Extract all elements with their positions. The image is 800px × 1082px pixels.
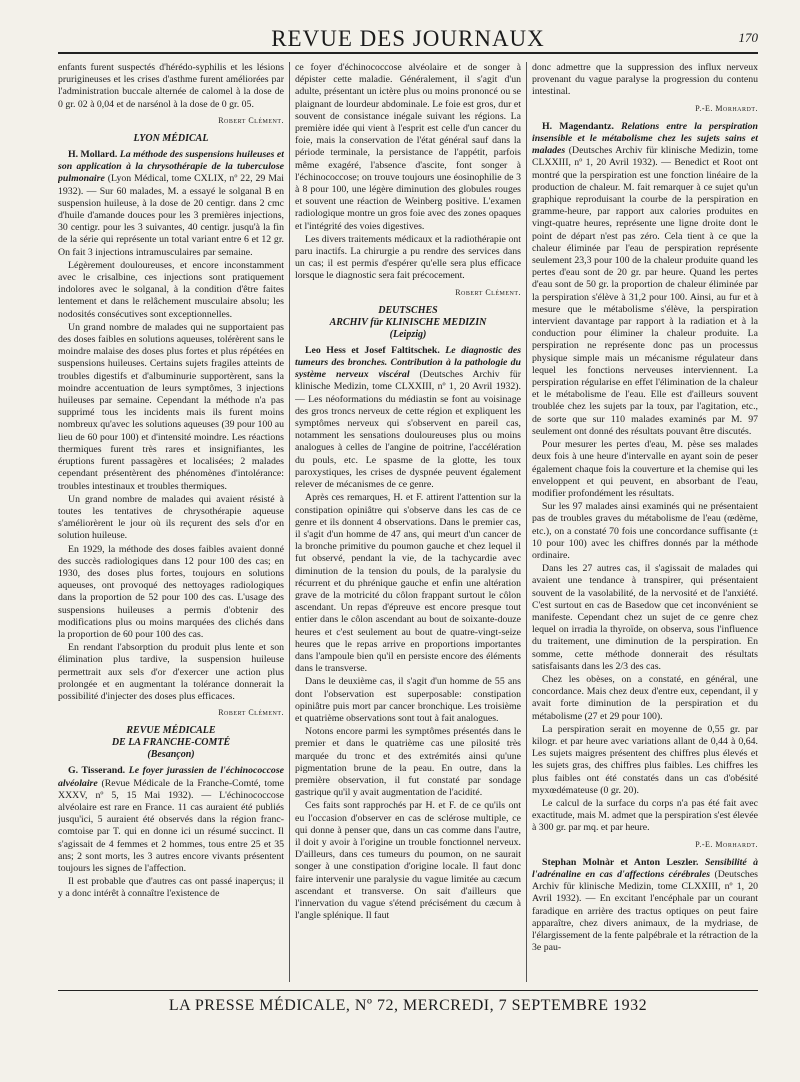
section-heading-line: REVUE MÉDICALE	[126, 725, 216, 737]
signature: Robert Clément.	[455, 287, 521, 297]
paragraph: Un grand nombre de malades qui avaient résisté à toutes les tentatives de chrysothérapie aqueuse s'améliorèrent le jour où ils reçurent des sels d'or en solution huileuse.	[58, 493, 284, 542]
article-body: (Deutsches Archiv für klinische Medizin, tome CLXXIII, nº 1, 20 Avril 1932). — Benedict et Root ont montré que la perspiration est une fonction linéaire de la production de chaleur. M. fait remarquer à ce sujet qu'un graphique reproduisant la courbe de la perspiration en gramme-heure, par rapport aux calories produites en vingt-quatre heures, représente une ligne droite dont le point de départ n'est pas zéro. Cela tient à ce que la chaleur éliminée par l'eau de perspiration représente seulement 23,3 pour 100 de la chaleur produite quand les pertes d'eau sont de 20 gr. par heure. Quand les pertes d'eau sont de 50 gr. la proportion de chaleur éliminée par la perspiration s'élève à 31,2 pour 100. Ainsi, au fur et à mesure que le métabolisme s'élève, la perspiration intervient davantage par rapport à la radiation et à la conduction pour éliminer la chaleur produite. La perspiration ne représente donc pas un processus physique simple mais un mécanisme régulateur dans lequel les fonctions nerveuses interviennent. La perspiration régularise en effet l'élimination de la chaleur et le métabolisme de l'eau. Elle est d'ailleurs souvent troublée chez les sujets par la toux, par l'agitation, etc., de sorte que sur 110 malades examinés par M. 97 seulement ont donné des résultats pouvant être discutés.	[532, 145, 758, 437]
section-heading-line: (Besançon)	[147, 749, 195, 761]
column-middle	[295, 62, 521, 982]
article-author: H. Magendantz.	[542, 120, 614, 132]
paragraph: Chez les obèses, on a constaté, en général, une concordance. Mais chez deux d'entre eux, cependant, il y avait forte diminution de la perspiration et du métabolisme (27 et 29 pour 100).	[532, 673, 758, 722]
article-body: (Revue Médicale de la Franche-Comté, tome XXXV, nº 5, 15 Mai 1932). — L'échinococcose alvéolaire est rare en France. 11 cas auraient été publiés jusqu'ici, 5 auraient été observés dans la région franc-comtoise par T. qui en donne ici un résumé succinct. Il s'agissait de 4 femmes et 2 hommes, tous entre 25 et 35 ans; 2 sont morts, les 3 autres encore vivants présentent toujours les signes de l'affection.	[58, 777, 284, 874]
paragraph: Dans le deuxième cas, il s'agit d'un homme de 55 ans dont l'observation est superposable: constipation opiniâtre puis mort par cancer bronchique. Les troisième et quatrième observations sont tout à fait analogues.	[295, 676, 521, 724]
article-title: Sensibilité à l'adrénaline en cas d'affections cérébrales	[532, 856, 758, 880]
paragraph: Il est probable que d'autres cas ont passé inaperçus; il y a donc intérêt à connaître l'existence de	[58, 876, 284, 900]
paragraph: Un grand nombre de malades qui ne supportaient pas des doses faibles en solutions aqueuses, tolérèrent sans le moindre malaise des doses plus fortes et plus répétées en suspensions huileuses. Certains sujets fragiles atteints de troubles digestifs et d'albuminurie supportèrent, sans la moindre accentuation de leurs symptômes, 3 injections huileuses par semaine. Cependant la méthode n'a pas supprimé tous les incidents mais ils furent moins nombreux qu'avec les solutions aqueuses (39 pour 100 au lieu de 60 pour 100) et d'intensité moindre. Les réactions thermiques furent très rares et insignifiantes, les éruptions furent passagères et localisées; 2 malades cependant présentèrent des phénomènes d'intolérance: troubles intestinaux et troubles thermiques.	[58, 321, 284, 492]
article-lead	[532, 121, 758, 438]
paragraph: La perspiration serait en moyenne de 0,55 gr. par kilogr. et par heure avec variations allant de 0,44 à 0,64. Les sujets maigres présentent des chiffres plus élevés et les sujets gras, des chiffres plus faibles. Les chiffres les plus faibles ont été constatés dans un cas d'obésité myxœdémateuse (0 gr. 20).	[532, 723, 758, 796]
paragraph: Après ces remarques, H. et F. attirent l'attention sur la constipation opiniâtre qui s'observe dans les cas de ce genre et ils donnent 4 observations. Dans le premier cas, il s'agit d'un homme de 47 ans, qui meurt d'un cancer de la bronche primitive du poumon gauche et chez lequel il fut observé, pendant la vie, de la tachycardie avec diminution de la tension du pouls, de la paralysie du récurrent et du phrénique gauche et enfin une altération grave de la motricité du côlon frappant surtout le côlon ascendant. Un repas d'épreuve est encore presque tout entier dans le côlon ascendant au bout de soixante-douze heures et c'est seulement au bout de quatre-vingt-seize heures que le repas arrive en proportions importantes dans l'ampoule bien qu'il en persiste encore des éléments dans le transverse.	[295, 492, 521, 675]
article-lead	[532, 857, 758, 955]
article-lead	[295, 345, 521, 491]
signature: P.-E. Morhardt.	[695, 103, 758, 113]
signature: P.-E. Morhardt.	[695, 839, 758, 849]
section-heading-line: ARCHIV für KLINISCHE MEDIZIN	[329, 316, 487, 328]
column-divider	[289, 62, 290, 982]
article-lead	[58, 765, 284, 875]
paragraph: En rendant l'absorption du produit plus lente et son élimination plus tardive, la suspension huileuse permettrait aux sels d'or d'exercer une action plus prolongée et en augmentant la tolérance donnerait la possibilité d'injecter des doses plus efficaces.	[58, 642, 284, 702]
page-title: REVUE DES JOURNAUX	[271, 26, 545, 51]
article-author: Stephan Molnàr et Anton Leszler.	[542, 856, 699, 868]
column-divider	[526, 62, 527, 982]
paragraph: Le calcul de la surface du corps n'a pas été fait avec exactitude, mais M. admet que la perspiration s'est élevée à 300 gr. par mq. et par heure.	[532, 797, 758, 834]
article-author: H. Mollard.	[68, 149, 118, 161]
section-heading	[295, 305, 521, 341]
page-number: 170	[738, 30, 758, 45]
page-footer	[58, 990, 758, 1020]
section-heading-line: (Leipzig)	[389, 328, 427, 340]
paragraph: En 1929, la méthode des doses faibles avaient donné des succès radiologiques dans 12 pour 100 des cas; en 1930, des doses plus fortes, toujours en solutions aqueuses, ont provoqué des nettoyages radiologiques dans la proportion de 52 pour 100 des cas. L'usage des suspensions huileuses a permis d'obtenir des modifications plus ou moins marquées des clichés dans la proportion de 60 pour 100 des cas.	[58, 543, 284, 640]
article-title: Le foyer jurassien de l'échinococcose alvéolaire	[58, 765, 284, 789]
article-title: Relations entre la perspiration insensible et le métabolisme chez les sujets sains et malades	[532, 120, 758, 157]
column-right	[532, 62, 758, 982]
paragraph: Dans les 27 autres cas, il s'agissait de malades qui avaient une tendance à transpirer, qui présentaient souvent de la vasolabilité, de la nervosité et de l'anxiété. C'est surtout en cas de Basedow que cet inconvénient se manifeste. Cependant chez un sujet de ce genre chez lequel on irradia la thyroïde, on observa, sous l'influence du traitement, une diminution de la perspiration. En somme, cette méthode donnerait des résultats satisfaisants dans les 2/3 des cas.	[532, 563, 758, 672]
paragraph: Sur les 97 malades ainsi examinés qui ne présentaient pas de troubles graves du métabolisme de l'eau (œdème, etc.), on a constaté 70 fois une concordance suffisante (± 10 pour 100) avec les chiffres donnés par la méthode ordinaire.	[532, 501, 758, 561]
column-left	[58, 62, 284, 982]
section-heading	[58, 725, 284, 761]
article-body: (Deutsches Archiv für klinische Medizin, tome CLXXIII, nº 1, 20 Avril 1932). — En excitant l'encéphale par un courant faradique en arrière des tractus optiques on peut faire apparaître, chez divers animaux, de la mydriase, de l'élargissement de la fente palpébrale et la rétraction de la 3e pau-	[532, 869, 758, 954]
article-author: G. Tisserand.	[68, 765, 126, 777]
article-title: La méthode des suspensions huileuses et son application à la chrysothérapie de la tuberculose pulmonaire	[58, 149, 284, 185]
article-title: Le diagnostic des tumeurs des bronches. Contribution à la pathologie du système nerveux viscéral	[295, 344, 521, 381]
section-heading-line: DEUTSCHES	[378, 304, 438, 316]
journal-page	[58, 22, 758, 1062]
article-author: Leo Hess et Josef Faltitschek.	[305, 344, 440, 356]
paragraph: enfants furent suspectés d'hérédo-syphilis et les lésions prurigineuses et les crises d'asthme furent améliorées par l'administration buccale alternée de calomel à la dose de 0 gr. 02 à 0,04 et de narsénol à la dose de 0 gr. 05.	[58, 62, 284, 110]
signature: Robert Clément.	[218, 708, 284, 718]
article-body: (Deutsches Archiv für klinische Medizin, tome CLXXIII, nº 1, 20 Avril 1932). — Les néoformations du médiastin se font au voisinage des gros troncs nerveux de cette région et expliquent les symptômes nerveux qui s'observent en pareil cas, notamment les sensations douloureuses plus ou moins analogues à celles de l'angine de poitrine, l'accélération du pouls, etc. Le spasme de la glotte, les toux paroxystiques, les crises de dyspnée peuvent également relever de mécanismes de ce genre.	[295, 369, 521, 491]
paragraph: Pour mesurer les pertes d'eau, M. pèse ses malades deux fois à une heure d'intervalle en ayant soin de peser également chaque fois la couverture et la chemise qui les enveloppent et qui peuvent, en absorbant de l'eau, modifier profondément les résultats.	[532, 439, 758, 499]
signature: Robert Clément.	[218, 115, 284, 125]
page-header	[58, 22, 758, 54]
section-heading-line: DE LA FRANCHE-COMTÉ	[111, 737, 231, 749]
paragraph: Les divers traitements médicaux et la radiothérapie ont paru inactifs. La chirurgie a pu rendre des services dans un cas; il est permis d'espérer qu'elle sera plus efficace lorsque le diagnostic sera fait précocement.	[295, 233, 521, 282]
article-lead	[58, 149, 284, 259]
section-heading: LYON MÉDICAL	[133, 133, 209, 145]
paragraph: Ces faits sont rapprochés par H. et F. de ce qu'ils ont eu l'occasion d'observer en cas de sclérose multiple, ce qui donne à penser que, dans un cas comme dans l'autre, il doit y avoir à l'origine un trouble fonctionnel nerveux. D'ailleurs, dans ces tumeurs du poumon, on ne saurait songer à une constipation d'origine locale. Il faut donc faire intervenir une paralysie du vague limitée au cæcum ascendant et transverse. On sait d'ailleurs que l'innervation du vague s'étend précisément du cæcum à l'angle splénique. Il faut	[295, 800, 521, 922]
article-body: (Lyon Médical, tome CXLIX, nº 22, 29 Mai 1932). — Sur 60 malades, M. a essayé le solganal B en suspension huileuse, à la dose de 20 centigr. dans 2 cmc d'huile d'amande douces pour les 3 premières injections, 30 centigr. pour les 3 suivantes, 40 centigr. jusqu'à la fin de la série qui représente un total variant entre 6 et 12 gr. On fait 3 injections intramusculaires par semaine.	[58, 173, 284, 258]
article-columns	[58, 62, 758, 982]
publication-line: LA PRESSE MÉDICALE, Nº 72, MERCREDI, 7 SEPTEMBRE 1932	[168, 997, 648, 1014]
paragraph: donc admettre que la suppression des influx nerveux provenant du vague paralyse la progression du contenu intestinal.	[532, 62, 758, 98]
paragraph: Notons encore parmi les symptômes présentés dans le premier et dans le quatrième cas une pilosité très marquée du tronc et des extrémités ainsi qu'une pigmentation brune de la peau. En outre, dans la première observation, il fut constaté par sondage gastrique qu'il y avait augmentation de l'acidité.	[295, 726, 521, 799]
paragraph: ce foyer d'échinococcose alvéolaire et de songer à dépister cette maladie. Généralement, il s'agit d'un adulte, présentant un ictère plus ou moins prononcé ou se plaignant de lourdeur abdominale. Le foie est gros, dur et souvent de consistance inégale suivant les régions. La première idée qui vient à l'esprit est celle d'un cancer du foie, mais la conservation de l'état général sauf dans la période terminale, la persistance de l'appétit, parfois même exagéré, l'absence d'ascite, font songer à l'échinococcose; on trouve toujours une éosinophilie de 3 à 8 pour 100, une légère diminution des globules rouges et souvent une réaction de Weinberg positive. L'examen radiologique montre un gros foie avec des zones opaques et l'intégrité des voies digestives.	[295, 62, 521, 232]
paragraph: Légèrement douloureuses, et encore inconstamment avec le crisalbine, ces injections sont pratiquement indolores avec le solganal, à la condition d'être faites lentement et dans le relâchement musculaire absolu; les nodosités consécutives sont exceptionnelles.	[58, 259, 284, 320]
